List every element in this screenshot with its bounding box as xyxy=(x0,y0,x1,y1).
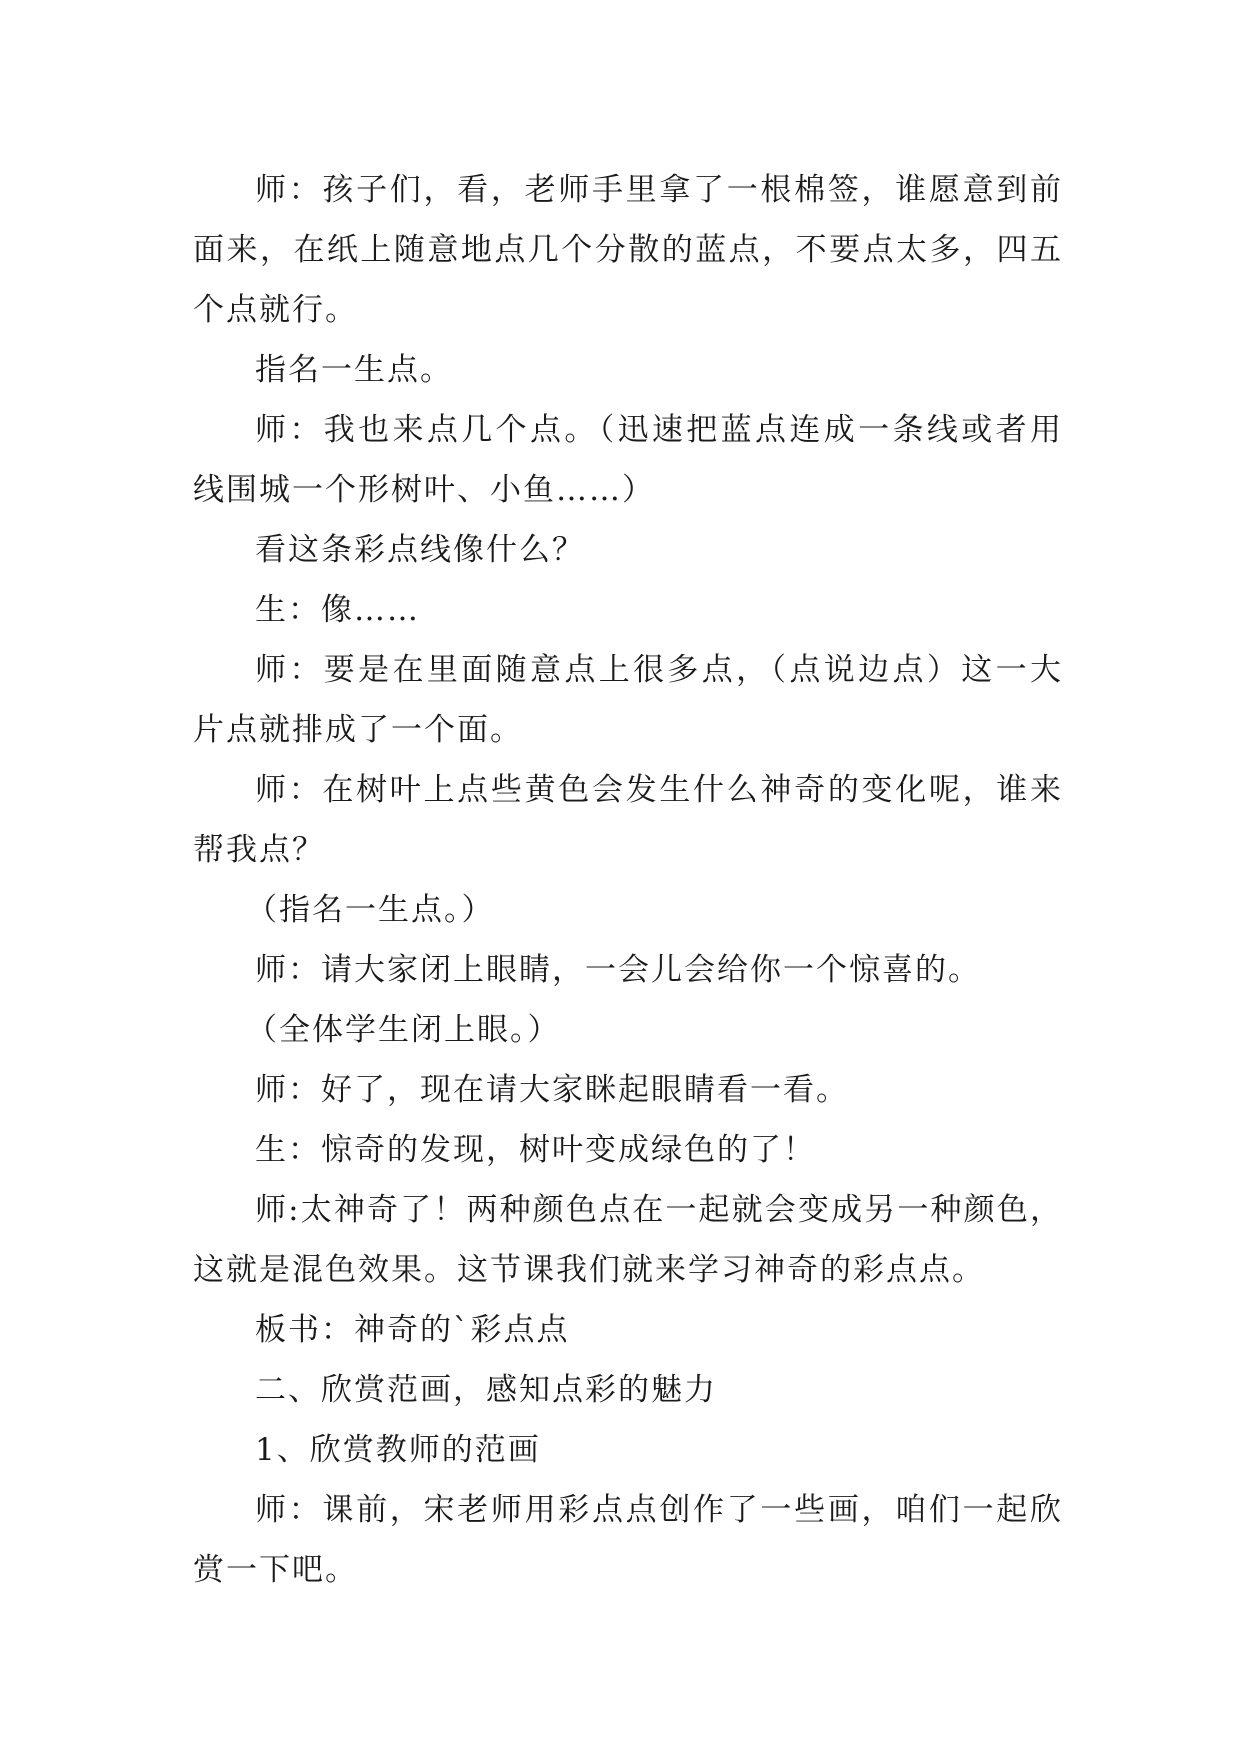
section-heading: 二、欣赏范画，感知点彩的魅力 xyxy=(255,1372,717,1408)
paragraph: 生：像…… xyxy=(255,592,420,628)
paragraph: 板书：神奇的`彩点点 xyxy=(255,1312,570,1348)
paragraph: （全体学生闭上眼。） xyxy=(246,1012,561,1048)
paragraph: 师：孩子们，看，老师手里拿了一根棉签，谁愿意到前面来，在纸上随意地点几个分散的蓝点，不要点太多，四五个点就行。 xyxy=(193,172,1063,328)
paragraph: 指名一生点。 xyxy=(255,352,453,388)
document-body xyxy=(193,160,1063,1600)
paragraph: （指名一生点。） xyxy=(246,892,495,928)
paragraph: 师：课前，宋老师用彩点点创作了一些画，咱们一起欣赏一下吧。 xyxy=(193,1492,1063,1588)
paragraph: 师：好了，现在请大家眯起眼睛看一看。 xyxy=(255,1072,849,1108)
paragraph: 师：请大家闭上眼睛，一会儿会给你一个惊喜的。 xyxy=(255,952,981,988)
paragraph: 看这条彩点线像什么？ xyxy=(255,532,585,568)
paragraph: 师：要是在里面随意点上很多点，（点说边点）这一大片点就排成了一个面。 xyxy=(193,652,1063,748)
paragraph: 师：我也来点几个点。（迅速把蓝点连成一条线或者用线围城一个形树叶、小鱼……） xyxy=(193,412,1063,508)
subsection-heading: 1、欣赏教师的范画 xyxy=(255,1432,541,1468)
paragraph: 师:太神奇了！两种颜色点在一起就会变成另一种颜色，这就是混色效果。这节课我们就来学习神奇的彩点点。 xyxy=(193,1192,1063,1288)
paragraph: 师：在树叶上点些黄色会发生什么神奇的变化呢，谁来帮我点？ xyxy=(193,772,1063,868)
paragraph: 生：惊奇的发现，树叶变成绿色的了！ xyxy=(255,1132,816,1168)
